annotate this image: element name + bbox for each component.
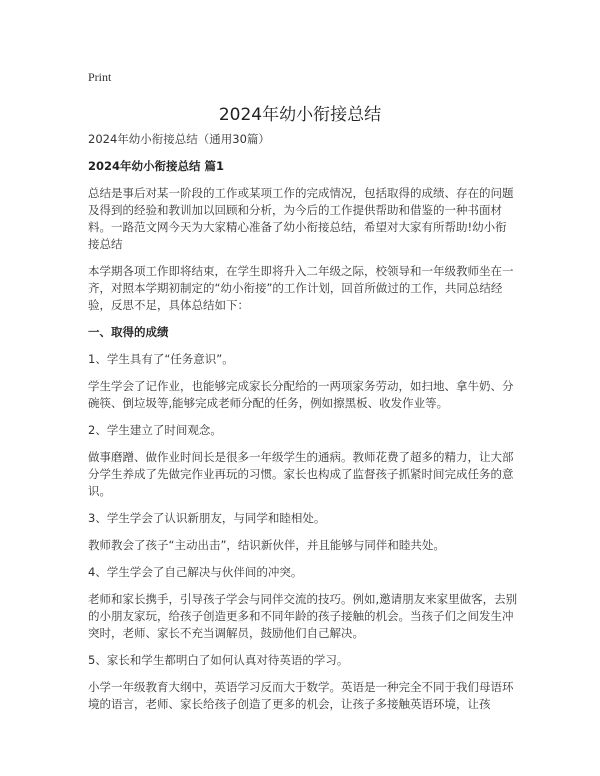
intro-paragraph-1: 总结是事后对某一阶段的工作或某项工作的完成情况，包括取得的成绩、存在的问题及得到的经验和教训加以回顾和分析，为今后的工作提供帮助和借鉴的一种书面材料。一路范文网今天为大家精心准备了幼小衔接总结，希望对大家有所帮助!幼小衔接总结 <box>88 186 514 251</box>
page-title: 2024年幼小衔接总结 <box>218 105 382 125</box>
article-heading: 2024年幼小衔接总结 篇1 <box>88 159 225 173</box>
point-4-heading: 4、学生学会了自己解决与伙伴间的冲突。 <box>88 565 303 579</box>
point-2-body: 做事磨蹭、做作业时间长是很多一年级学生的通病。教师花费了超多的精力，让大部分学生养成了先做完作业再玩的习惯。家长也构成了监督孩子抓紧时间完成任务的意识。 <box>88 450 514 498</box>
section-heading-achievements: 一、取得的成绩 <box>88 325 169 339</box>
intro-paragraph-2: 本学期各项工作即将结束，在学生即将升入二年级之际，校领导和一年级教师坐在一齐，对照本学期初制定的“幼小衔接”的工作计划，回首所做过的工作，共同总结经验，反思不足，具体总结如下： <box>88 264 514 312</box>
point-5-body: 小学一年级教育大纲中，英语学习反而大于数学。英语是一种完全不同于我们母语环境的语言，老师、家长给孩子创造了更多的机会，让孩子多接触英语环境，让孩 <box>88 680 514 711</box>
point-3-body: 教师教会了孩子“主动出击”，结识新伙伴，并且能够与同伴和睦共处。 <box>88 538 445 552</box>
point-4-body: 老师和家长携手，引导孩子学会与同伴交流的技巧。例如,邀请朋友来家里做客，去别的小朋友家玩，给孩子创造更多和不同年龄的孩子接触的机会。当孩子们之间发生冲突时，老师、家长不充当调解员，鼓励他们自己解决。 <box>88 592 518 640</box>
article-body <box>88 131 518 723</box>
point-3-heading: 3、学生学会了认识新朋友，与同学和睦相处。 <box>88 511 326 525</box>
point-1-body: 学生学会了记作业，也能够完成家长分配给的一两项家务劳动，如扫地、拿牛奶、分碗筷、倒垃圾等,能够完成老师分配的任务，例如擦黑板、收发作业等。 <box>88 379 514 410</box>
article-subtitle: 2024年幼小衔接总结（通用30篇） <box>88 132 270 146</box>
point-2-heading: 2、学生建立了时间观念。 <box>88 423 222 437</box>
print-link[interactable]: Print <box>88 70 112 84</box>
point-5-heading: 5、家长和学生都明白了如何认真对待英语的学习。 <box>88 653 349 667</box>
point-1-heading: 1、学生具有了“任务意识”。 <box>88 352 234 366</box>
